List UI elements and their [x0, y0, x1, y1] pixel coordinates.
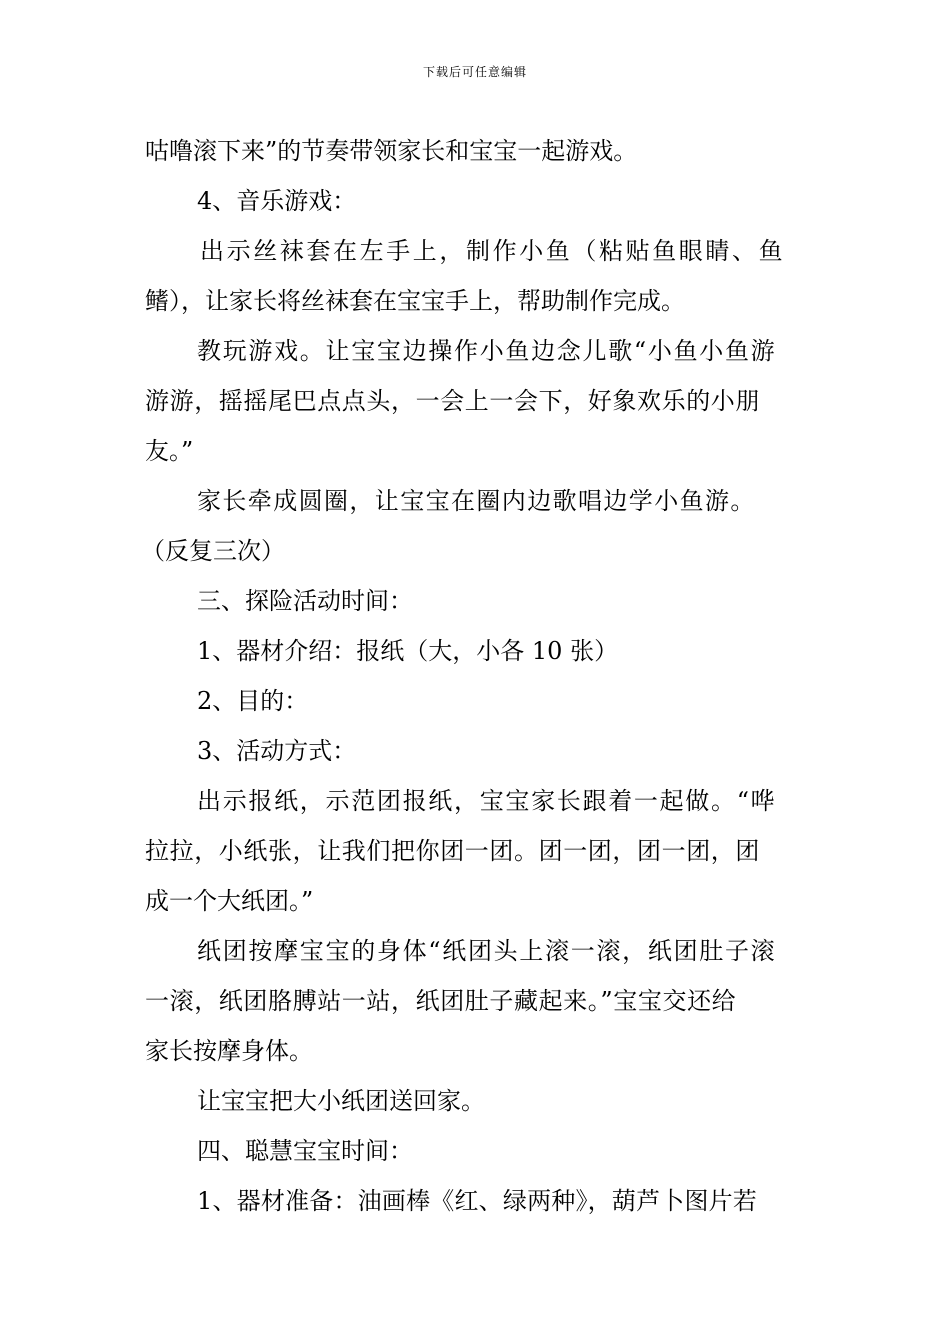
text-line: 家长牵成圆圈，让宝宝在圈内边歌唱边学小鱼游。: [197, 487, 756, 515]
text-line: 三、探险活动时间：: [197, 587, 413, 615]
text-line: 纸团按摩宝宝的身体“纸团头上滚一滚，纸团肚子滚: [197, 937, 777, 965]
text-line: 出示报纸，示范团报纸，宝宝家长跟着一起做。“哗: [197, 787, 777, 815]
text-line: 1、器材介绍：报纸（大，小各 10 张）: [197, 637, 619, 665]
text-line: 3、活动方式：: [197, 737, 357, 765]
text-line: 一滚，纸团胳膊站一站，纸团肚子藏起来。”宝宝交还给: [145, 987, 737, 1015]
text-line: 咕噜滚下来”的节奏带领家长和宝宝一起游戏。: [145, 137, 638, 165]
text-line: 拉拉，小纸张，让我们把你团一团。团一团，团一团，团: [145, 837, 760, 865]
text-line: 鳍），让家长将丝袜套在宝宝手上，帮助制作完成。: [145, 287, 685, 315]
text-line: 让宝宝把大小纸团送回家。: [197, 1087, 485, 1115]
text-line: 四、聪慧宝宝时间：: [197, 1137, 413, 1165]
text-line: 家长按摩身体。: [145, 1037, 313, 1065]
text-line: 4、音乐游戏：: [197, 187, 357, 215]
text-line: 游游，摇摇尾巴点点头，一会上一会下，好象欢乐的小朋: [145, 387, 760, 415]
text-line: 成一个大纸团。”: [145, 887, 314, 915]
page-header: 下载后可任意编辑: [422, 65, 527, 79]
text-line: 2、目的：: [197, 687, 309, 715]
text-line: （反复三次）: [141, 537, 285, 565]
text-line: 友。”: [145, 437, 194, 465]
text-line: 教玩游戏。让宝宝边操作小鱼边念儿歌“小鱼小鱼游: [197, 337, 777, 365]
text-line: 出示丝袜套在左手上，制作小鱼（粘贴鱼眼睛、鱼: [200, 237, 786, 265]
text-line: 1、器材准备：油画棒《红、绿两种》，葫芦卜图片若: [197, 1187, 758, 1215]
